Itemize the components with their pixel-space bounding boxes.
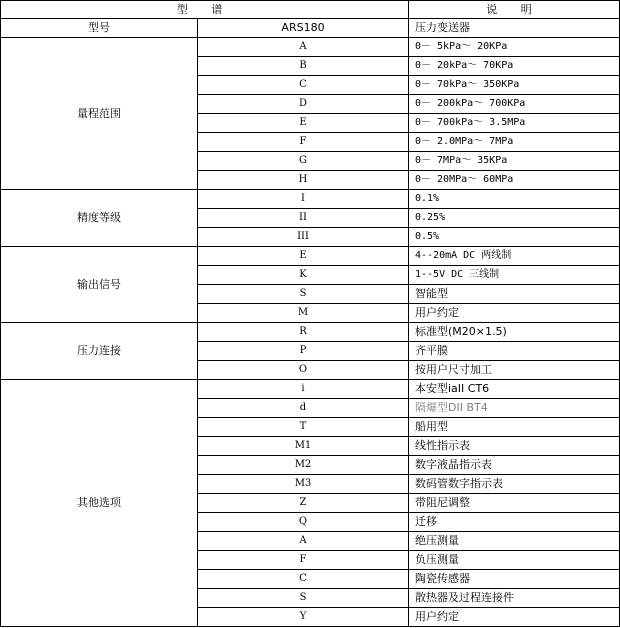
option-code: M1 xyxy=(198,437,409,456)
option-description: 0.25% xyxy=(409,209,620,228)
option-code: II xyxy=(198,209,409,228)
table-row xyxy=(1,190,620,209)
option-description: 用户约定 xyxy=(409,304,620,323)
option-description: 数码管数字指示表 xyxy=(409,475,620,494)
table-row xyxy=(1,323,620,342)
option-description: 智能型 xyxy=(409,285,620,304)
option-description: 按用户尺寸加工 xyxy=(409,361,620,380)
option-description: 绝压测量 xyxy=(409,532,620,551)
option-code: H xyxy=(198,171,409,190)
group-accuracy: 精度等级 xyxy=(1,190,198,247)
option-code: M xyxy=(198,304,409,323)
option-description: 0－ 20kPa～ 70KPa xyxy=(409,57,620,76)
table-row xyxy=(1,380,620,399)
option-description: 1--5V DC 三线制 xyxy=(409,266,620,285)
option-code: M2 xyxy=(198,456,409,475)
option-code: O xyxy=(198,361,409,380)
option-code: i xyxy=(198,380,409,399)
option-code: D xyxy=(198,95,409,114)
option-code: d xyxy=(198,399,409,418)
header-spectrum: 型 谱 xyxy=(1,1,409,19)
model-description: 压力变送器 xyxy=(409,19,620,38)
option-description: 齐平膜 xyxy=(409,342,620,361)
option-code: S xyxy=(198,589,409,608)
option-description: 0－ 700kPa～ 3.5MPa xyxy=(409,114,620,133)
option-description: 隔爆型DII BT4 xyxy=(409,399,620,418)
option-description: 标准型(M20×1.5) xyxy=(409,323,620,342)
option-code: P xyxy=(198,342,409,361)
option-code: R xyxy=(198,323,409,342)
option-code: T xyxy=(198,418,409,437)
option-code: F xyxy=(198,551,409,570)
table-row xyxy=(1,38,620,57)
option-description: 船用型 xyxy=(409,418,620,437)
option-description: 0－ 20MPa～ 60MPa xyxy=(409,171,620,190)
option-code: S xyxy=(198,285,409,304)
option-description: 0－ 70kPa～ 350KPa xyxy=(409,76,620,95)
option-description: 本安型iaII CT6 xyxy=(409,380,620,399)
option-code: I xyxy=(198,190,409,209)
table-row xyxy=(1,247,620,266)
model-label: 型号 xyxy=(1,19,198,38)
option-code: C xyxy=(198,76,409,95)
option-code: III xyxy=(198,228,409,247)
option-code: C xyxy=(198,570,409,589)
group-output-signal: 输出信号 xyxy=(1,247,198,323)
option-description: 带阻尼调整 xyxy=(409,494,620,513)
option-description: 线性指示表 xyxy=(409,437,620,456)
option-description: 0－ 200kPa～ 700KPa xyxy=(409,95,620,114)
model-row xyxy=(1,19,620,38)
option-description: 0－ 7MPa～ 35KPa xyxy=(409,152,620,171)
option-code: A xyxy=(198,532,409,551)
option-code: B xyxy=(198,57,409,76)
option-description: 数字液晶指示表 xyxy=(409,456,620,475)
option-code: Y xyxy=(198,608,409,627)
option-code: G xyxy=(198,152,409,171)
option-description: 0.5% xyxy=(409,228,620,247)
option-code: A xyxy=(198,38,409,57)
option-code: Z xyxy=(198,494,409,513)
option-description: 迁移 xyxy=(409,513,620,532)
option-description: 0－ 5kPa～ 20KPa xyxy=(409,38,620,57)
model-code: ARS180 xyxy=(198,19,409,38)
option-description: 陶瓷传感器 xyxy=(409,570,620,589)
option-description: 散热器及过程连接件 xyxy=(409,589,620,608)
option-code: E xyxy=(198,247,409,266)
header-row xyxy=(1,1,620,19)
option-description: 0－ 2.0MPa～ 7MPa xyxy=(409,133,620,152)
header-description: 说 明 xyxy=(409,1,620,19)
option-code: F xyxy=(198,133,409,152)
option-description: 用户约定 xyxy=(409,608,620,627)
option-description: 4--20mA DC 两线制 xyxy=(409,247,620,266)
group-pressure-connection: 压力连接 xyxy=(1,323,198,380)
group-other-options: 其他选项 xyxy=(1,380,198,627)
option-description: 负压测量 xyxy=(409,551,620,570)
option-code: K xyxy=(198,266,409,285)
group-range: 量程范围 xyxy=(1,38,198,190)
option-code: Q xyxy=(198,513,409,532)
option-code: M3 xyxy=(198,475,409,494)
option-description: 0.1% xyxy=(409,190,620,209)
option-code: E xyxy=(198,114,409,133)
